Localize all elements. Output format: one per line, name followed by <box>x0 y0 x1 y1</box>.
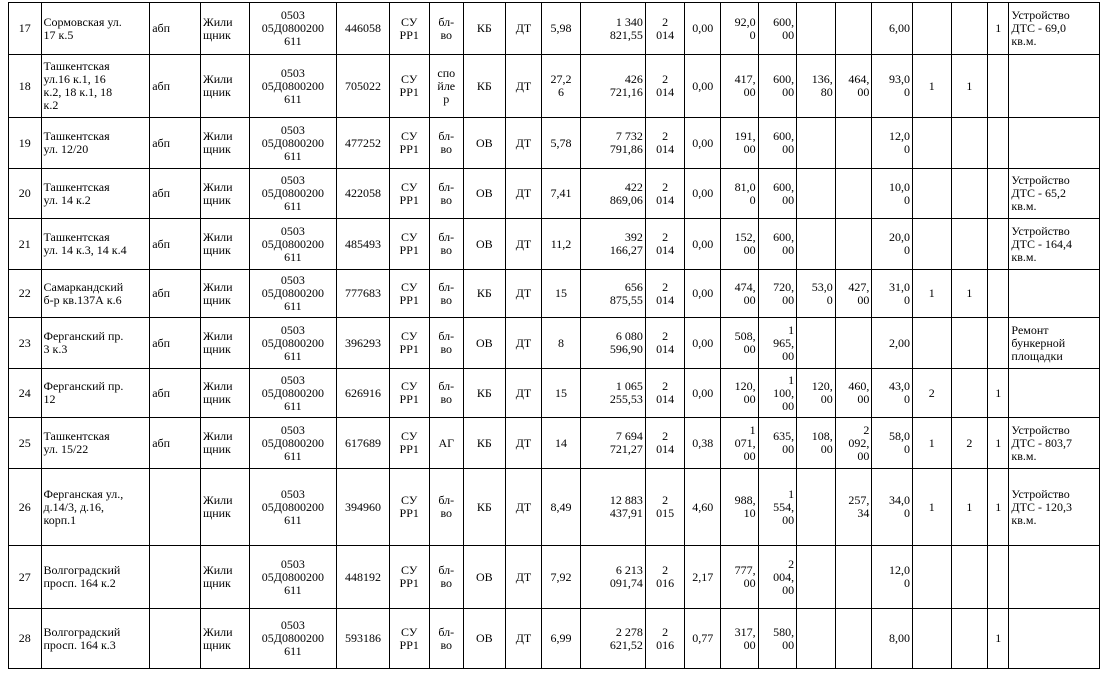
cell-budget-code: 0503 05Д0800200 611 <box>249 55 336 118</box>
cell-kind: КБ <box>464 469 506 546</box>
cell-year: 2 015 <box>645 469 685 546</box>
cell-value-3: 317, 00 <box>720 609 758 669</box>
cell-object-id: 485493 <box>337 219 390 270</box>
cell-year: 2 014 <box>645 169 685 219</box>
cell-organization: абп <box>150 418 201 469</box>
cell-object-id: 777683 <box>337 270 390 318</box>
cell-value-2: 0,00 <box>685 55 721 118</box>
cell-kind: ОВ <box>464 169 506 219</box>
cell-organization: абп <box>150 318 201 369</box>
cell-value-3: 777, 00 <box>720 546 758 609</box>
cell-year: 2 014 <box>645 369 685 418</box>
cell-value-7: 6,00 <box>872 3 913 55</box>
cell-address: Ферганская ул., д.14/3, д.16, корп.1 <box>41 469 150 546</box>
cell-value-7: 12,0 0 <box>872 546 913 609</box>
cell-budget-code: 0503 05Д0800200 611 <box>249 169 336 219</box>
cell-year: 2 016 <box>645 609 685 669</box>
cell-row-number: 21 <box>9 219 42 270</box>
cell-su-code: СУ РР1 <box>389 169 429 219</box>
cell-value-1: 7,92 <box>542 546 581 609</box>
cell-value-2: 4,60 <box>685 469 721 546</box>
cell-value-6 <box>835 318 872 369</box>
cell-value-7: 31,0 0 <box>872 270 913 318</box>
cell-amount: 1 340 821,55 <box>580 3 645 55</box>
cell-year: 2 014 <box>645 118 685 169</box>
cell-count-1: 1 <box>912 55 951 118</box>
cell-row-number: 26 <box>9 469 42 546</box>
cell-value-5: 108, 00 <box>797 418 836 469</box>
cell-dt-mark: ДТ <box>505 469 542 546</box>
cell-value-3: 152, 00 <box>720 219 758 270</box>
cell-note: Устройство ДТС - 65,2 кв.м. <box>1009 169 1100 219</box>
cell-value-3: 508, 00 <box>720 318 758 369</box>
cell-address: Ташкентская ул. 15/22 <box>41 418 150 469</box>
cell-value-5 <box>797 219 836 270</box>
cell-value-1: 15 <box>542 270 581 318</box>
cell-count-1 <box>912 118 951 169</box>
cell-note <box>1009 55 1100 118</box>
cell-dt-mark: ДТ <box>505 118 542 169</box>
cell-su-code: СУ РР1 <box>389 369 429 418</box>
cell-address: Ташкентская ул. 14 к.3, 14 к.4 <box>41 219 150 270</box>
cell-count-1: 1 <box>912 418 951 469</box>
cell-row-number: 28 <box>9 609 42 669</box>
cell-object-id: 705022 <box>337 55 390 118</box>
cell-count-3 <box>988 118 1009 169</box>
cell-value-1: 27,2 6 <box>542 55 581 118</box>
cell-value-7: 34,0 0 <box>872 469 913 546</box>
cell-address: Сормовская ул. 17 к.5 <box>41 3 150 55</box>
cell-address: Ташкентская ул.16 к.1, 16 к.2, 18 к.1, 18 к.2 <box>41 55 150 118</box>
cell-address: Ташкентская ул. 12/20 <box>41 118 150 169</box>
cell-count-3 <box>988 55 1009 118</box>
cell-su-code: СУ РР1 <box>389 318 429 369</box>
cell-value-4: 720, 00 <box>758 270 797 318</box>
cell-value-2: 0,00 <box>685 118 721 169</box>
cell-kind: ОВ <box>464 318 506 369</box>
cell-budget-code: 0503 05Д0800200 611 <box>249 118 336 169</box>
cell-organization: абп <box>150 3 201 55</box>
cell-organization: абп <box>150 118 201 169</box>
cell-dt-mark: ДТ <box>505 609 542 669</box>
cell-count-1 <box>912 609 951 669</box>
cell-count-2 <box>951 369 988 418</box>
table-row <box>9 318 1100 369</box>
cell-su-code: СУ РР1 <box>389 3 429 55</box>
cell-value-6: 257, 34 <box>835 469 872 546</box>
cell-note <box>1009 118 1100 169</box>
cell-row-number: 25 <box>9 418 42 469</box>
cell-amount: 6 213 091,74 <box>580 546 645 609</box>
cell-material: бл- во <box>429 169 464 219</box>
cell-su-code: СУ РР1 <box>389 270 429 318</box>
cell-amount: 656 875,55 <box>580 270 645 318</box>
cell-count-2 <box>951 3 988 55</box>
table-row <box>9 469 1100 546</box>
cell-value-1: 8,49 <box>542 469 581 546</box>
cell-count-2 <box>951 318 988 369</box>
cell-value-7: 10,0 0 <box>872 169 913 219</box>
cell-count-2 <box>951 546 988 609</box>
cell-material: бл- во <box>429 270 464 318</box>
cell-kind: КБ <box>464 55 506 118</box>
cell-value-1: 7,41 <box>542 169 581 219</box>
cell-value-7: 12,0 0 <box>872 118 913 169</box>
cell-count-1 <box>912 169 951 219</box>
cell-amount: 12 883 437,91 <box>580 469 645 546</box>
cell-budget-code: 0503 05Д0800200 611 <box>249 3 336 55</box>
cell-object-id: 394960 <box>337 469 390 546</box>
cell-organization: абп <box>150 369 201 418</box>
cell-amount: 422 869,06 <box>580 169 645 219</box>
cell-amount: 392 166,27 <box>580 219 645 270</box>
cell-object-type: Жили щник <box>200 169 249 219</box>
cell-material: бл- во <box>429 318 464 369</box>
cell-value-6 <box>835 609 872 669</box>
cell-value-7: 93,0 0 <box>872 55 913 118</box>
cell-material: бл- во <box>429 469 464 546</box>
cell-value-7: 8,00 <box>872 609 913 669</box>
cell-value-4: 1 554, 00 <box>758 469 797 546</box>
cell-kind: ОВ <box>464 118 506 169</box>
cell-value-3: 988, 10 <box>720 469 758 546</box>
cell-count-1 <box>912 318 951 369</box>
cell-material: бл- во <box>429 118 464 169</box>
cell-count-3: 1 <box>988 609 1009 669</box>
table-row <box>9 219 1100 270</box>
cell-object-id: 422058 <box>337 169 390 219</box>
cell-count-3 <box>988 318 1009 369</box>
cell-count-3 <box>988 546 1009 609</box>
cell-object-id: 396293 <box>337 318 390 369</box>
cell-value-4: 600, 00 <box>758 55 797 118</box>
cell-note: Ремонт бункерной площадки <box>1009 318 1100 369</box>
cell-value-1: 5,78 <box>542 118 581 169</box>
cell-value-3: 120, 00 <box>720 369 758 418</box>
cell-count-1: 1 <box>912 469 951 546</box>
cell-kind: КБ <box>464 3 506 55</box>
cell-value-4: 600, 00 <box>758 118 797 169</box>
cell-su-code: СУ РР1 <box>389 546 429 609</box>
cell-kind: ОВ <box>464 546 506 609</box>
cell-row-number: 18 <box>9 55 42 118</box>
cell-count-1 <box>912 546 951 609</box>
cell-value-6 <box>835 546 872 609</box>
cell-value-4: 1 965, 00 <box>758 318 797 369</box>
cell-count-2: 1 <box>951 55 988 118</box>
cell-value-2: 0,00 <box>685 270 721 318</box>
cell-value-2: 0,00 <box>685 369 721 418</box>
cell-value-1: 5,98 <box>542 3 581 55</box>
table-row <box>9 369 1100 418</box>
cell-count-1 <box>912 3 951 55</box>
cell-amount: 426 721,16 <box>580 55 645 118</box>
cell-material: АГ <box>429 418 464 469</box>
cell-address: Самаркандский б-р кв.137А к.6 <box>41 270 150 318</box>
cell-count-3 <box>988 270 1009 318</box>
cell-row-number: 22 <box>9 270 42 318</box>
cell-object-id: 617689 <box>337 418 390 469</box>
cell-object-type: Жили щник <box>200 546 249 609</box>
cell-amount: 2 278 621,52 <box>580 609 645 669</box>
cell-object-type: Жили щник <box>200 318 249 369</box>
cell-value-3: 81,0 0 <box>720 169 758 219</box>
cell-dt-mark: ДТ <box>505 55 542 118</box>
cell-kind: КБ <box>464 369 506 418</box>
cell-count-2 <box>951 169 988 219</box>
cell-su-code: СУ РР1 <box>389 55 429 118</box>
cell-kind: ОВ <box>464 219 506 270</box>
cell-organization: абп <box>150 270 201 318</box>
cell-value-7: 43,0 0 <box>872 369 913 418</box>
cell-row-number: 17 <box>9 3 42 55</box>
cell-budget-code: 0503 05Д0800200 611 <box>249 270 336 318</box>
cell-organization <box>150 546 201 609</box>
cell-object-id: 626916 <box>337 369 390 418</box>
cell-value-2: 0,00 <box>685 219 721 270</box>
cell-row-number: 23 <box>9 318 42 369</box>
cell-note: Устройство ДТС - 69,0 кв.м. <box>1009 3 1100 55</box>
cell-object-type: Жили щник <box>200 219 249 270</box>
cell-object-type: Жили щник <box>200 469 249 546</box>
table-row <box>9 270 1100 318</box>
table-row <box>9 55 1100 118</box>
cell-year: 2 014 <box>645 3 685 55</box>
cell-kind: КБ <box>464 270 506 318</box>
cell-value-6 <box>835 3 872 55</box>
cell-address: Ферганский пр. 3 к.3 <box>41 318 150 369</box>
cell-material: бл- во <box>429 546 464 609</box>
cell-row-number: 27 <box>9 546 42 609</box>
cell-object-id: 446058 <box>337 3 390 55</box>
cell-count-1: 2 <box>912 369 951 418</box>
cell-address: Волгоградский просп. 164 к.3 <box>41 609 150 669</box>
cell-value-4: 600, 00 <box>758 3 797 55</box>
cell-value-6 <box>835 219 872 270</box>
cell-note: Устройство ДТС - 803,7 кв.м. <box>1009 418 1100 469</box>
cell-budget-code: 0503 05Д0800200 611 <box>249 418 336 469</box>
table-row <box>9 3 1100 55</box>
cell-value-1: 14 <box>542 418 581 469</box>
cell-object-type: Жили щник <box>200 369 249 418</box>
cell-amount: 1 065 255,53 <box>580 369 645 418</box>
cell-address: Ферганский пр. 12 <box>41 369 150 418</box>
cell-count-2: 2 <box>951 418 988 469</box>
table-row <box>9 118 1100 169</box>
cell-count-3 <box>988 219 1009 270</box>
cell-budget-code: 0503 05Д0800200 611 <box>249 318 336 369</box>
cell-budget-code: 0503 05Д0800200 611 <box>249 469 336 546</box>
cell-dt-mark: ДТ <box>505 3 542 55</box>
cell-dt-mark: ДТ <box>505 169 542 219</box>
cell-count-2 <box>951 118 988 169</box>
cell-value-5 <box>797 169 836 219</box>
cell-dt-mark: ДТ <box>505 418 542 469</box>
cell-dt-mark: ДТ <box>505 369 542 418</box>
cell-dt-mark: ДТ <box>505 270 542 318</box>
table-row <box>9 546 1100 609</box>
cell-object-type: Жили щник <box>200 609 249 669</box>
cell-value-4: 1 100, 00 <box>758 369 797 418</box>
cell-value-5: 53,0 0 <box>797 270 836 318</box>
cell-budget-code: 0503 05Д0800200 611 <box>249 219 336 270</box>
cell-dt-mark: ДТ <box>505 546 542 609</box>
cell-address: Ташкентская ул. 14 к.2 <box>41 169 150 219</box>
cell-material: бл- во <box>429 219 464 270</box>
cell-budget-code: 0503 05Д0800200 611 <box>249 546 336 609</box>
cell-value-5 <box>797 469 836 546</box>
cell-value-3: 417, 00 <box>720 55 758 118</box>
cell-row-number: 20 <box>9 169 42 219</box>
cell-value-5: 120, 00 <box>797 369 836 418</box>
cell-organization <box>150 609 201 669</box>
cell-year: 2 014 <box>645 418 685 469</box>
cell-dt-mark: ДТ <box>505 318 542 369</box>
cell-su-code: СУ РР1 <box>389 609 429 669</box>
cell-kind: ОВ <box>464 609 506 669</box>
cell-count-3: 1 <box>988 369 1009 418</box>
cell-value-1: 8 <box>542 318 581 369</box>
cell-value-5 <box>797 318 836 369</box>
table-row <box>9 169 1100 219</box>
table-row <box>9 418 1100 469</box>
cell-count-2: 1 <box>951 270 988 318</box>
cell-kind: КБ <box>464 418 506 469</box>
cell-value-1: 15 <box>542 369 581 418</box>
cell-row-number: 24 <box>9 369 42 418</box>
cell-note <box>1009 546 1100 609</box>
cell-year: 2 016 <box>645 546 685 609</box>
cell-value-4: 600, 00 <box>758 219 797 270</box>
cell-budget-code: 0503 05Д0800200 611 <box>249 369 336 418</box>
cell-organization: абп <box>150 169 201 219</box>
cell-amount: 7 732 791,86 <box>580 118 645 169</box>
cell-value-2: 0,00 <box>685 169 721 219</box>
cell-material: бл- во <box>429 609 464 669</box>
cell-value-5 <box>797 3 836 55</box>
cell-count-1: 1 <box>912 270 951 318</box>
cell-year: 2 014 <box>645 270 685 318</box>
cell-value-4: 600, 00 <box>758 169 797 219</box>
cell-value-3: 92,0 0 <box>720 3 758 55</box>
cell-value-7: 20,0 0 <box>872 219 913 270</box>
cell-value-2: 0,77 <box>685 609 721 669</box>
cell-su-code: СУ РР1 <box>389 118 429 169</box>
cell-count-2 <box>951 219 988 270</box>
cell-note: Устройство ДТС - 120,3 кв.м. <box>1009 469 1100 546</box>
cell-note <box>1009 270 1100 318</box>
cell-material: бл- во <box>429 369 464 418</box>
cell-object-id: 448192 <box>337 546 390 609</box>
cell-amount: 6 080 596,90 <box>580 318 645 369</box>
cell-value-3: 1 071, 00 <box>720 418 758 469</box>
cell-count-1 <box>912 219 951 270</box>
cell-value-1: 6,99 <box>542 609 581 669</box>
cell-value-6 <box>835 118 872 169</box>
cell-value-2: 0,00 <box>685 3 721 55</box>
cell-object-type: Жили щник <box>200 3 249 55</box>
cell-count-3 <box>988 169 1009 219</box>
cell-object-type: Жили щник <box>200 270 249 318</box>
cell-count-3: 1 <box>988 418 1009 469</box>
cell-count-3: 1 <box>988 469 1009 546</box>
cell-su-code: СУ РР1 <box>389 418 429 469</box>
cell-organization: абп <box>150 219 201 270</box>
cell-value-5: 136, 80 <box>797 55 836 118</box>
cell-year: 2 014 <box>645 219 685 270</box>
cell-value-4: 635, 00 <box>758 418 797 469</box>
cell-count-2: 1 <box>951 469 988 546</box>
cell-value-2: 2,17 <box>685 546 721 609</box>
cell-value-1: 11,2 <box>542 219 581 270</box>
cell-value-5 <box>797 118 836 169</box>
cell-value-2: 0,38 <box>685 418 721 469</box>
cell-object-id: 593186 <box>337 609 390 669</box>
cell-budget-code: 0503 05Д0800200 611 <box>249 609 336 669</box>
cell-dt-mark: ДТ <box>505 219 542 270</box>
cell-su-code: СУ РР1 <box>389 469 429 546</box>
cell-value-6: 464, 00 <box>835 55 872 118</box>
table-row <box>9 609 1100 669</box>
cell-address: Волгоградский просп. 164 к.2 <box>41 546 150 609</box>
cell-value-7: 58,0 0 <box>872 418 913 469</box>
cell-su-code: СУ РР1 <box>389 219 429 270</box>
cell-amount: 7 694 721,27 <box>580 418 645 469</box>
cell-note <box>1009 609 1100 669</box>
works-table <box>8 2 1100 669</box>
cell-organization <box>150 469 201 546</box>
cell-row-number: 19 <box>9 118 42 169</box>
cell-object-type: Жили щник <box>200 118 249 169</box>
cell-value-6 <box>835 169 872 219</box>
cell-object-type: Жили щник <box>200 55 249 118</box>
cell-value-6: 2 092, 00 <box>835 418 872 469</box>
cell-value-2: 0,00 <box>685 318 721 369</box>
cell-organization: абп <box>150 55 201 118</box>
cell-value-6: 427, 00 <box>835 270 872 318</box>
cell-value-5 <box>797 546 836 609</box>
cell-value-3: 191, 00 <box>720 118 758 169</box>
cell-year: 2 014 <box>645 55 685 118</box>
cell-material: бл- во <box>429 3 464 55</box>
cell-value-6: 460, 00 <box>835 369 872 418</box>
cell-value-4: 2 004, 00 <box>758 546 797 609</box>
cell-count-2 <box>951 609 988 669</box>
cell-value-5 <box>797 609 836 669</box>
cell-value-3: 474, 00 <box>720 270 758 318</box>
cell-value-4: 580, 00 <box>758 609 797 669</box>
cell-material: спо йле р <box>429 55 464 118</box>
cell-object-type: Жили щник <box>200 418 249 469</box>
cell-note: Устройство ДТС - 164,4 кв.м. <box>1009 219 1100 270</box>
cell-object-id: 477252 <box>337 118 390 169</box>
cell-count-3: 1 <box>988 3 1009 55</box>
cell-year: 2 014 <box>645 318 685 369</box>
cell-note <box>1009 369 1100 418</box>
cell-value-7: 2,00 <box>872 318 913 369</box>
